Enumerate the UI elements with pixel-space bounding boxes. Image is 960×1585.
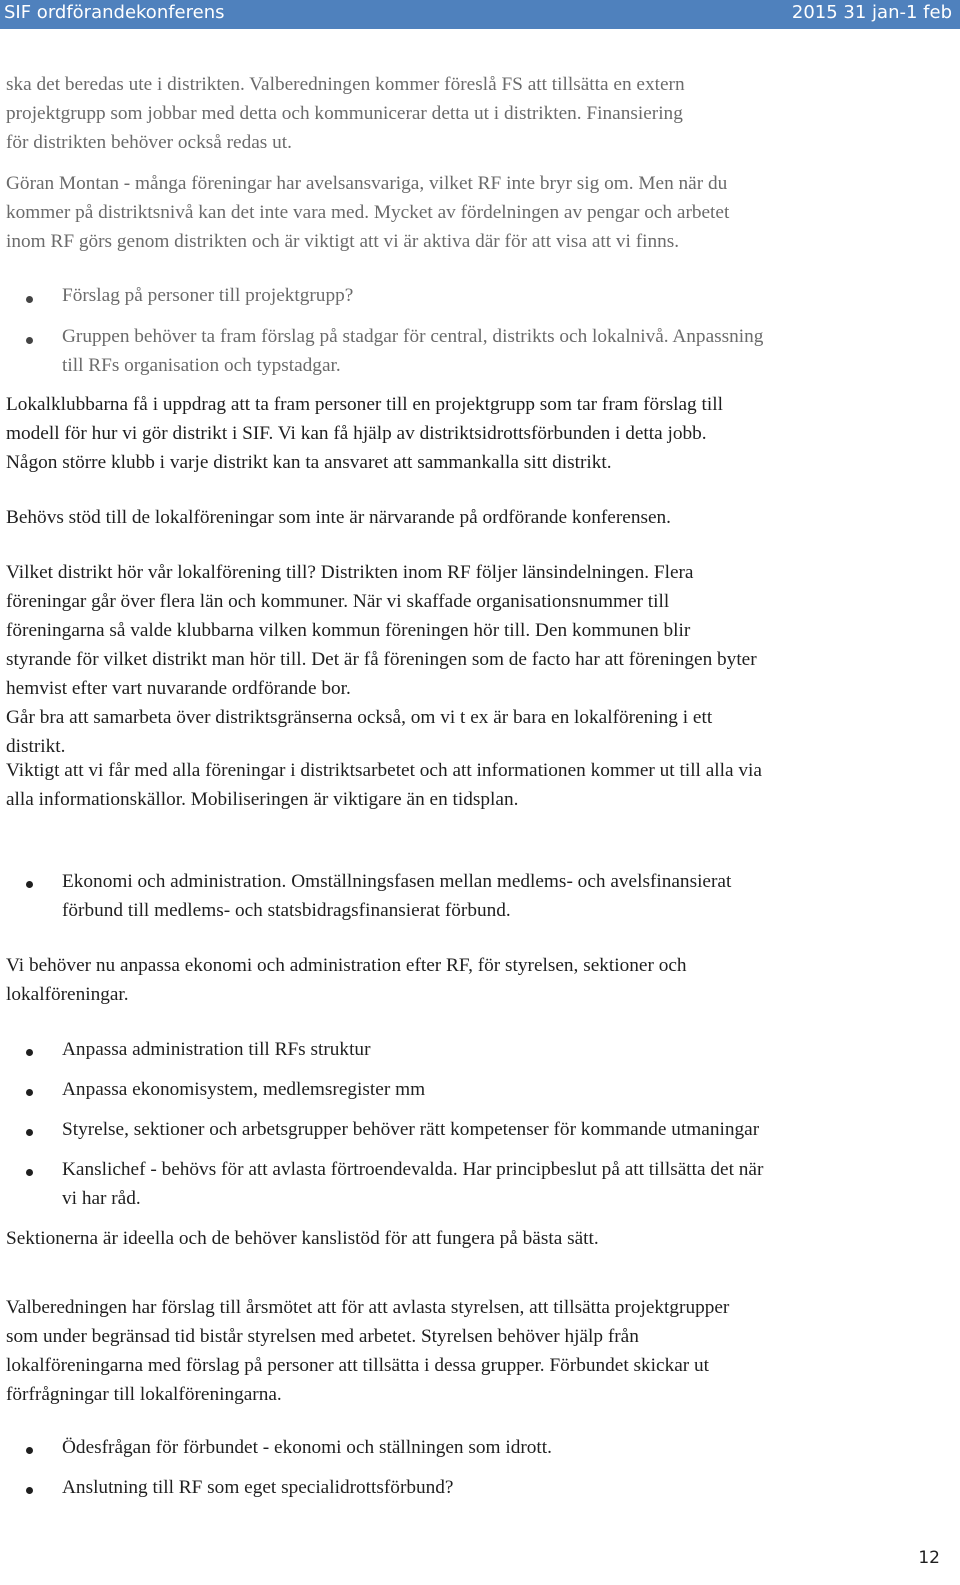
text-line: till RFs organisation och typstadgar. [62, 355, 341, 376]
text-line: styrande för vilket distrikt man hör till. Det är få föreningen som de facto har att föreningen byter [6, 649, 757, 670]
bullet-icon [26, 1487, 33, 1494]
bullet-icon [26, 337, 33, 344]
paragraph-2 [6, 169, 951, 256]
text-line: hemvist efter vart nuvarande ordförande bor. [6, 678, 351, 699]
bullet-icon [26, 1049, 33, 1056]
text-line: kommer på distriktsnivå kan det inte vara med. Mycket av fördelningen av pengar och arbetet [6, 202, 730, 223]
text-line: alla informationskällor. Mobiliseringen är viktigare än en tidsplan. [6, 789, 519, 810]
text-line: Styrelse, sektioner och arbetsgrupper behöver rätt kompetenser för kommande utmaningar [62, 1119, 760, 1140]
text-line: projektgrupp som jobbar med detta och kommunicerar detta ut i distrikten. Finansiering [6, 103, 683, 124]
text-line: Vi behöver nu anpassa ekonomi och administration efter RF, för styrelsen, sektioner och [6, 955, 687, 976]
text-line: Behövs stöd till de lokalföreningar som inte är närvarande på ordförande konferensen. [6, 507, 671, 528]
list-item [62, 1075, 952, 1104]
paragraph-5 [6, 558, 951, 761]
text-line: Viktigt att vi får med alla föreningar i distriktsarbetet och att informationen kommer ut till alla via [6, 760, 762, 781]
list-item [62, 281, 952, 310]
text-line: Någon större klubb i varje distrikt kan ta ansvaret att sammankalla sitt distrikt. [6, 452, 612, 473]
paragraph-8 [6, 1224, 951, 1253]
text-line: föreningar går över flera län och kommuner. När vi skaffade organisationsnummer till [6, 591, 670, 612]
list-item [62, 1155, 952, 1213]
text-line: för distrikten behöver också redas ut. [6, 132, 292, 153]
list-item [62, 1115, 952, 1144]
text-line: distrikt. [6, 736, 66, 757]
paragraph-1 [6, 70, 951, 157]
text-line: Vilket distrikt hör vår lokalförening till? Distrikten inom RF följer länsindelningen. Flera [6, 562, 694, 583]
text-line: inom RF görs genom distrikten och är viktigt att vi är aktiva där för att visa att vi finns. [6, 231, 680, 252]
text-line: Förslag på personer till projektgrupp? [62, 285, 354, 306]
text-line: som under begränsad tid bistår styrelsen med arbetet. Styrelsen behöver hjälp från [6, 1326, 639, 1347]
text-line: Går bra att samarbeta över distriktsgränserna också, om vi t ex är bara en lokalförening i ett [6, 707, 713, 728]
list-item [62, 1473, 952, 1502]
text-line: lokalföreningarna med förslag på personer att tillsätta i dessa grupper. Förbundet skickar ut [6, 1355, 710, 1376]
text-line: föreningarna så valde klubbarna vilken kommun föreningen hör till. Den kommunen blir [6, 620, 691, 641]
text-line: Sektionerna är ideella och de behöver kanslistöd för att fungera på bästa sätt. [6, 1228, 599, 1249]
page-header [0, 0, 960, 29]
text-line: förbund till medlems- och statsbidragsfinansierat förbund. [62, 900, 511, 921]
text-line: Ekonomi och administration. Omställningsfasen mellan medlems- och avelsfinansierat [62, 871, 732, 892]
text-line: Ödesfrågan för förbundet - ekonomi och ställningen som idrott. [62, 1437, 552, 1458]
text-line: Göran Montan - många föreningar har avelsansvariga, vilket RF inte bryr sig om. Men när du [6, 173, 728, 194]
text-line: Anpassa administration till RFs struktur [62, 1039, 371, 1060]
paragraph-9 [6, 1293, 951, 1409]
text-line: vi har råd. [62, 1188, 141, 1209]
list-item [62, 322, 952, 380]
text-line: modell för hur vi gör distrikt i SIF. Vi kan få hjälp av distriktsidrottsförbunden i detta jobb. [6, 423, 707, 444]
header-title: SIF ordförandekonferens [4, 2, 225, 23]
bullet-icon [26, 1169, 33, 1176]
header-date: 2015 31 jan-1 feb [791, 2, 952, 23]
paragraph-3 [6, 390, 951, 477]
page-number: 12 [918, 1548, 940, 1568]
text-line: lokalföreningar. [6, 984, 129, 1005]
paragraph-6 [6, 756, 951, 814]
text-line: Anslutning till RF som eget specialidrottsförbund? [62, 1477, 454, 1498]
text-line: Valberedningen har förslag till årsmötet att för att avlasta styrelsen, att tillsätta projektgrupper [6, 1297, 730, 1318]
list-item [62, 1433, 952, 1462]
text-line: förfrågningar till lokalföreningarna. [6, 1384, 282, 1405]
text-line: Gruppen behöver ta fram förslag på stadgar för central, distrikts och lokalnivå. Anpassning [62, 326, 764, 347]
list-item [62, 867, 952, 925]
paragraph-4 [6, 503, 951, 532]
text-line: Kanslichef - behövs för att avlasta förtroendevalda. Har principbeslut på att tillsätta det när [62, 1159, 764, 1180]
list-item [62, 1035, 952, 1064]
bullet-icon [26, 296, 33, 303]
text-line: ska det beredas ute i distrikten. Valberedningen kommer föreslå FS att tillsätta en extern [6, 74, 685, 95]
bullet-icon [26, 881, 33, 888]
bullet-icon [26, 1089, 33, 1096]
text-line: Anpassa ekonomisystem, medlemsregister mm [62, 1079, 426, 1100]
paragraph-7 [6, 951, 951, 1009]
text-line: Lokalklubbarna få i uppdrag att ta fram personer till en projektgrupp som tar fram förslag till [6, 394, 723, 415]
bullet-icon [26, 1129, 33, 1136]
bullet-icon [26, 1447, 33, 1454]
